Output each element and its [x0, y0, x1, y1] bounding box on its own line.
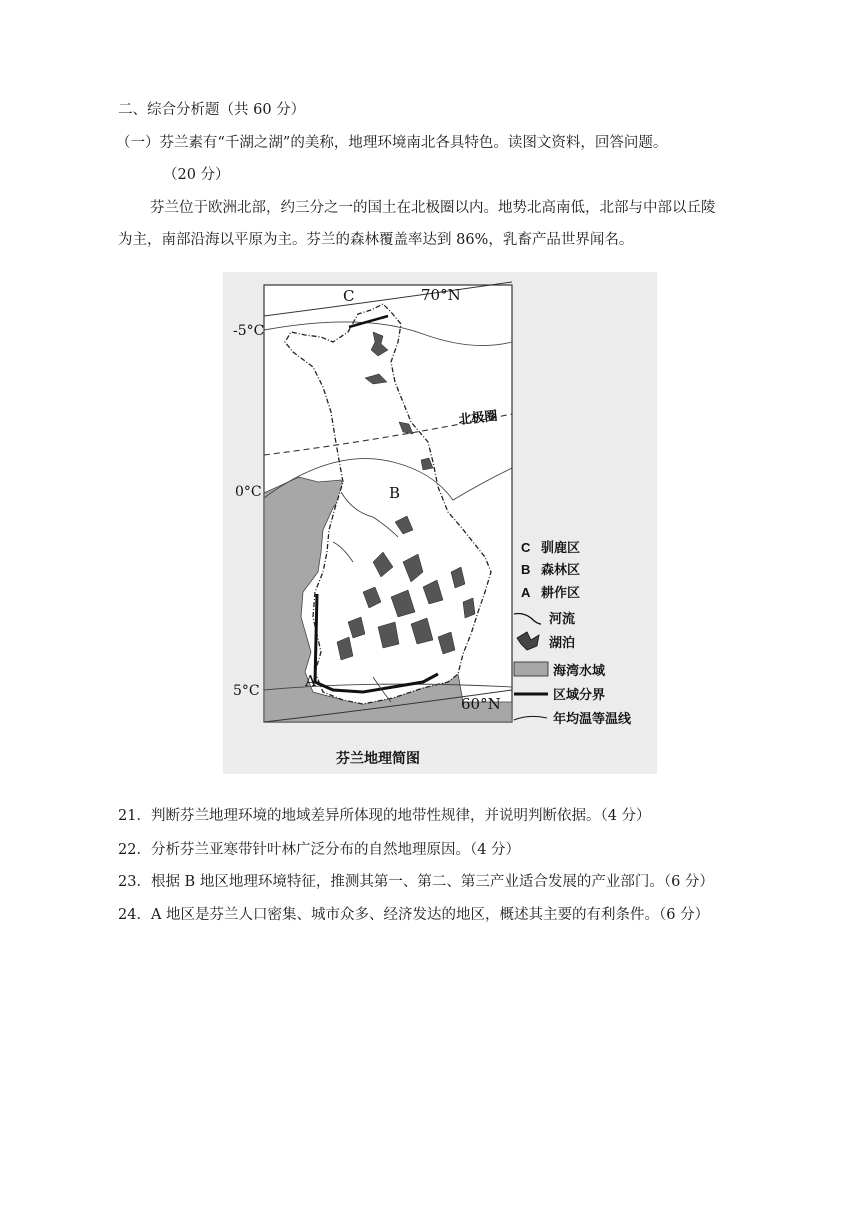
section-heading: 二、综合分析题（共 60 分）	[118, 102, 306, 118]
question-24-text: A 地区是芬兰人口密集、城市众多、经济发达的地区，概述其主要的有利条件。（6 分）	[150, 907, 710, 923]
question-22	[118, 840, 520, 860]
isotherm-5-label: 5°C	[233, 683, 260, 699]
question-24	[118, 905, 709, 925]
question-23-text: 根据 B 地区地理环境特征，推测其第一、第二、第三产业适合发展的产业部门。（6 分）	[150, 874, 714, 890]
question-23-number: 23．	[118, 874, 151, 890]
bay-water-icon	[514, 662, 548, 676]
isotherm-minus5-label: -5°C	[233, 323, 265, 339]
isotherm-0-label: 0°C	[235, 484, 262, 500]
legend-isotherm-text: 年均温等温线	[553, 711, 632, 726]
question-23	[118, 872, 714, 892]
legend-b-text: 森林区	[541, 562, 581, 577]
legend-bay-text: 海湾水域	[553, 663, 606, 678]
legend-lake-text: 湖泊	[549, 635, 576, 650]
legend-river-text: 河流	[549, 611, 576, 626]
legend-a-text: 耕作区	[541, 585, 581, 600]
question-21-number: 21．	[118, 808, 151, 824]
region-c-label: C	[343, 287, 355, 305]
legend-c-text: 驯鹿区	[541, 540, 581, 555]
question-score: （20 分）	[163, 167, 230, 183]
question-21	[118, 806, 651, 826]
background-paragraph-line-2: 为主，南部沿海以平原为主。芬兰的森林覆盖率达到 86%，乳畜产品世界闻名。	[118, 232, 634, 248]
legend-boundary-text: 区域分界	[553, 687, 606, 702]
region-a-label: A	[305, 672, 316, 690]
legend-b-symbol: B	[521, 562, 531, 577]
question-22-number: 22．	[118, 842, 151, 858]
legend-a-symbol: A	[521, 585, 531, 600]
arctic-circle-label: 北极圈	[457, 407, 499, 427]
background-paragraph-line-1: 芬兰位于欧洲北部，约三分之一的国土在北极圈以内。地势北高南低，北部与中部以丘陵	[150, 200, 716, 216]
map-caption: 芬兰地理简图	[336, 750, 420, 766]
question-22-text: 分析芬兰亚寒带针叶林广泛分布的自然地理原因。（4 分）	[150, 842, 521, 858]
latitude-60n-label: 60°N	[461, 695, 501, 713]
legend-c-symbol: C	[521, 540, 531, 555]
region-b-label: B	[389, 484, 401, 502]
question-24-number: 24．	[118, 907, 151, 923]
question-intro: （一）芬兰素有“千湖之湖”的美称，地理环境南北各具特色。读图文资料，回答问题。	[116, 135, 668, 151]
latitude-70n-label: 70°N	[421, 286, 461, 304]
finland-map-figure	[223, 272, 657, 774]
question-21-text: 判断芬兰地理环境的地域差异所体现的地带性规律，并说明判断依据。（4 分）	[150, 808, 651, 824]
